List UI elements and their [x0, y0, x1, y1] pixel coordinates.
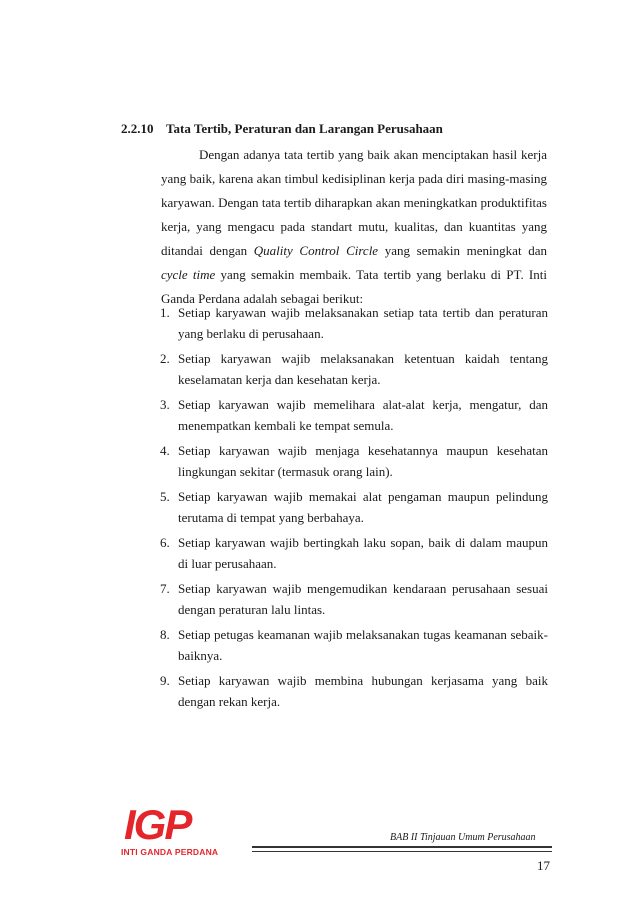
section-number: 2.2.10: [121, 121, 154, 136]
list-item-text: Setiap karyawan wajib bertingkah laku sopan, baik di dalam maupun di luar perusahaan.: [178, 535, 548, 571]
list-item: [160, 348, 548, 390]
company-logo: [121, 801, 236, 860]
list-item-text: Setiap petugas keamanan wajib melaksanakan tugas keamanan sebaik-baiknya.: [178, 627, 548, 663]
footer-divider-thick: [252, 846, 552, 848]
list-item-text: Setiap karyawan wajib melaksanakan ketentuan kaidah tentang keselamatan kerja dan kesehatan kerja.: [178, 351, 548, 387]
list-item-number: 4.: [160, 443, 170, 458]
list-item: [160, 670, 548, 712]
intro-paragraph: [161, 143, 547, 311]
footer-chapter-title: BAB II Tinjauan Umum Perusahaan: [390, 832, 536, 843]
list-item-text: Setiap karyawan wajib memakai alat pengaman maupun pelindung terutama di tempat yang berbahaya.: [178, 489, 548, 525]
logo-letters: IGP: [124, 801, 191, 848]
paragraph-italic-1: Quality Control Circle: [253, 243, 379, 258]
rules-list: [160, 302, 548, 716]
list-item-number: 6.: [160, 535, 170, 550]
paragraph-text-1: Dengan adanya tata tertib yang baik akan menciptakan hasil kerja yang baik, karena akan timbul kedisiplinan kerja pada diri masing-masing karyawan. Dengan tata tertib diharapkan akan meningkatkan produktifitas kerja, yang mengacu pada standart mutu, kualitas, dan kuantitas yang ditandai dengan: [161, 147, 547, 258]
list-item-number: 5.: [160, 489, 170, 504]
list-item: [160, 302, 548, 344]
section-heading: [121, 121, 443, 137]
paragraph-text-2: yang semakin meningkat dan: [378, 243, 547, 258]
logo-company-name: INTI GANDA PERDANA: [121, 847, 219, 857]
list-item-text: Setiap karyawan wajib melaksanakan setiap tata tertib dan peraturan yang berlaku di perusahaan.: [178, 305, 548, 341]
list-item-number: 1.: [160, 305, 170, 320]
list-item: [160, 440, 548, 482]
list-item-number: 2.: [160, 351, 170, 366]
list-item-number: 8.: [160, 627, 170, 642]
list-item-number: 9.: [160, 673, 170, 688]
list-item: [160, 578, 548, 620]
list-item-text: Setiap karyawan wajib menjaga kesehatannya maupun kesehatan lingkungan sekitar (termasuk orang lain).: [178, 443, 548, 479]
list-item-text: Setiap karyawan wajib memelihara alat-alat kerja, mengatur, dan menempatkan kembali ke tempat semula.: [178, 397, 548, 433]
list-item: [160, 486, 548, 528]
section-title: Tata Tertib, Peraturan dan Larangan Perusahaan: [166, 121, 443, 136]
paragraph-italic-2: cycle time: [161, 267, 216, 282]
list-item: [160, 394, 548, 436]
list-item-number: 7.: [160, 581, 170, 596]
footer-divider-thin: [252, 851, 552, 852]
page-number: 17: [537, 858, 550, 873]
list-item-text: Setiap karyawan wajib membina hubungan kerjasama yang baik dengan rekan kerja.: [178, 673, 548, 709]
list-item-number: 3.: [160, 397, 170, 412]
list-item-text: Setiap karyawan wajib mengemudikan kendaraan perusahaan sesuai dengan peraturan lalu lintas.: [178, 581, 548, 617]
paragraph-text-3: yang semakin membaik. Tata tertib yang berlaku di PT. Inti Ganda Perdana adalah sebagai berikut:: [161, 267, 547, 306]
list-item: [160, 624, 548, 666]
list-item: [160, 532, 548, 574]
